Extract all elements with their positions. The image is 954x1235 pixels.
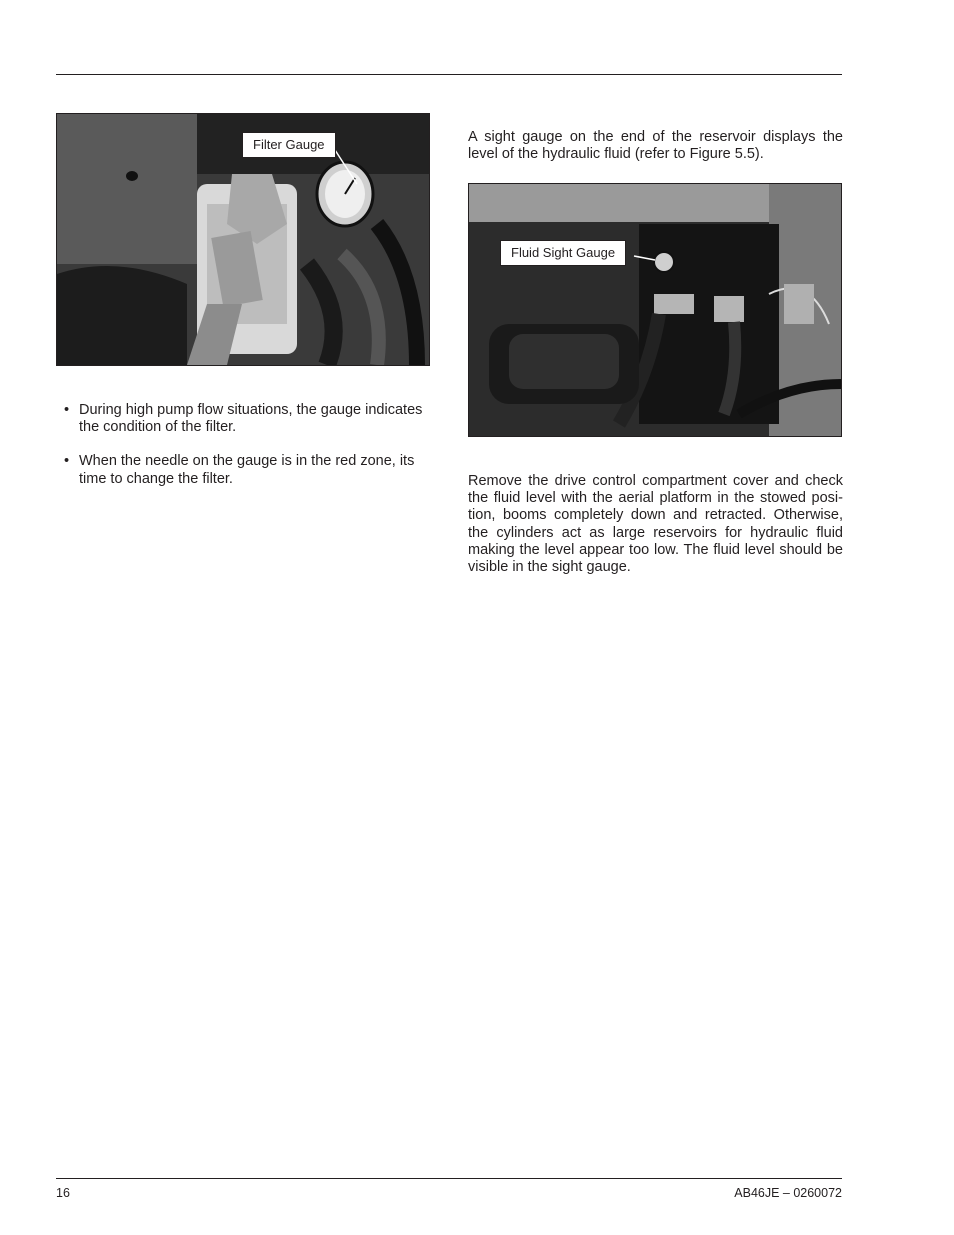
filter-gauge-callout: Filter Gauge [242, 132, 336, 158]
page-number: 16 [56, 1186, 70, 1200]
footer-rule [56, 1178, 842, 1179]
document-id: AB46JE – 0260072 [734, 1186, 842, 1200]
fluid-sight-gauge-callout: Fluid Sight Gauge [500, 240, 626, 266]
header-rule [56, 74, 842, 75]
filter-bullet-list [56, 402, 432, 505]
fluid-sight-gauge-illustration [469, 184, 841, 436]
sight-gauge-intro: A sight gauge on the end of the reservoir displays the level of the hydraulic fluid (refer to Figure 5.5). [468, 129, 843, 163]
fluid-level-instructions: Remove the drive control compartment cover and check the fluid level with the aerial platform in the stowed position, booms completely down and retracted. Otherwise, the cylinders act as large reservoirs for hydraulic fluid making the level appear too low. The fluid level should be visible in the sight gauge. [468, 473, 843, 576]
fluid-sight-gauge-photo [468, 183, 842, 437]
list-item: • When the needle on the gauge is in the red zone, its time to change the filter. [64, 453, 415, 487]
list-item: • During high pump flow situations, the gauge indicates the condition of the filter. [64, 402, 423, 436]
